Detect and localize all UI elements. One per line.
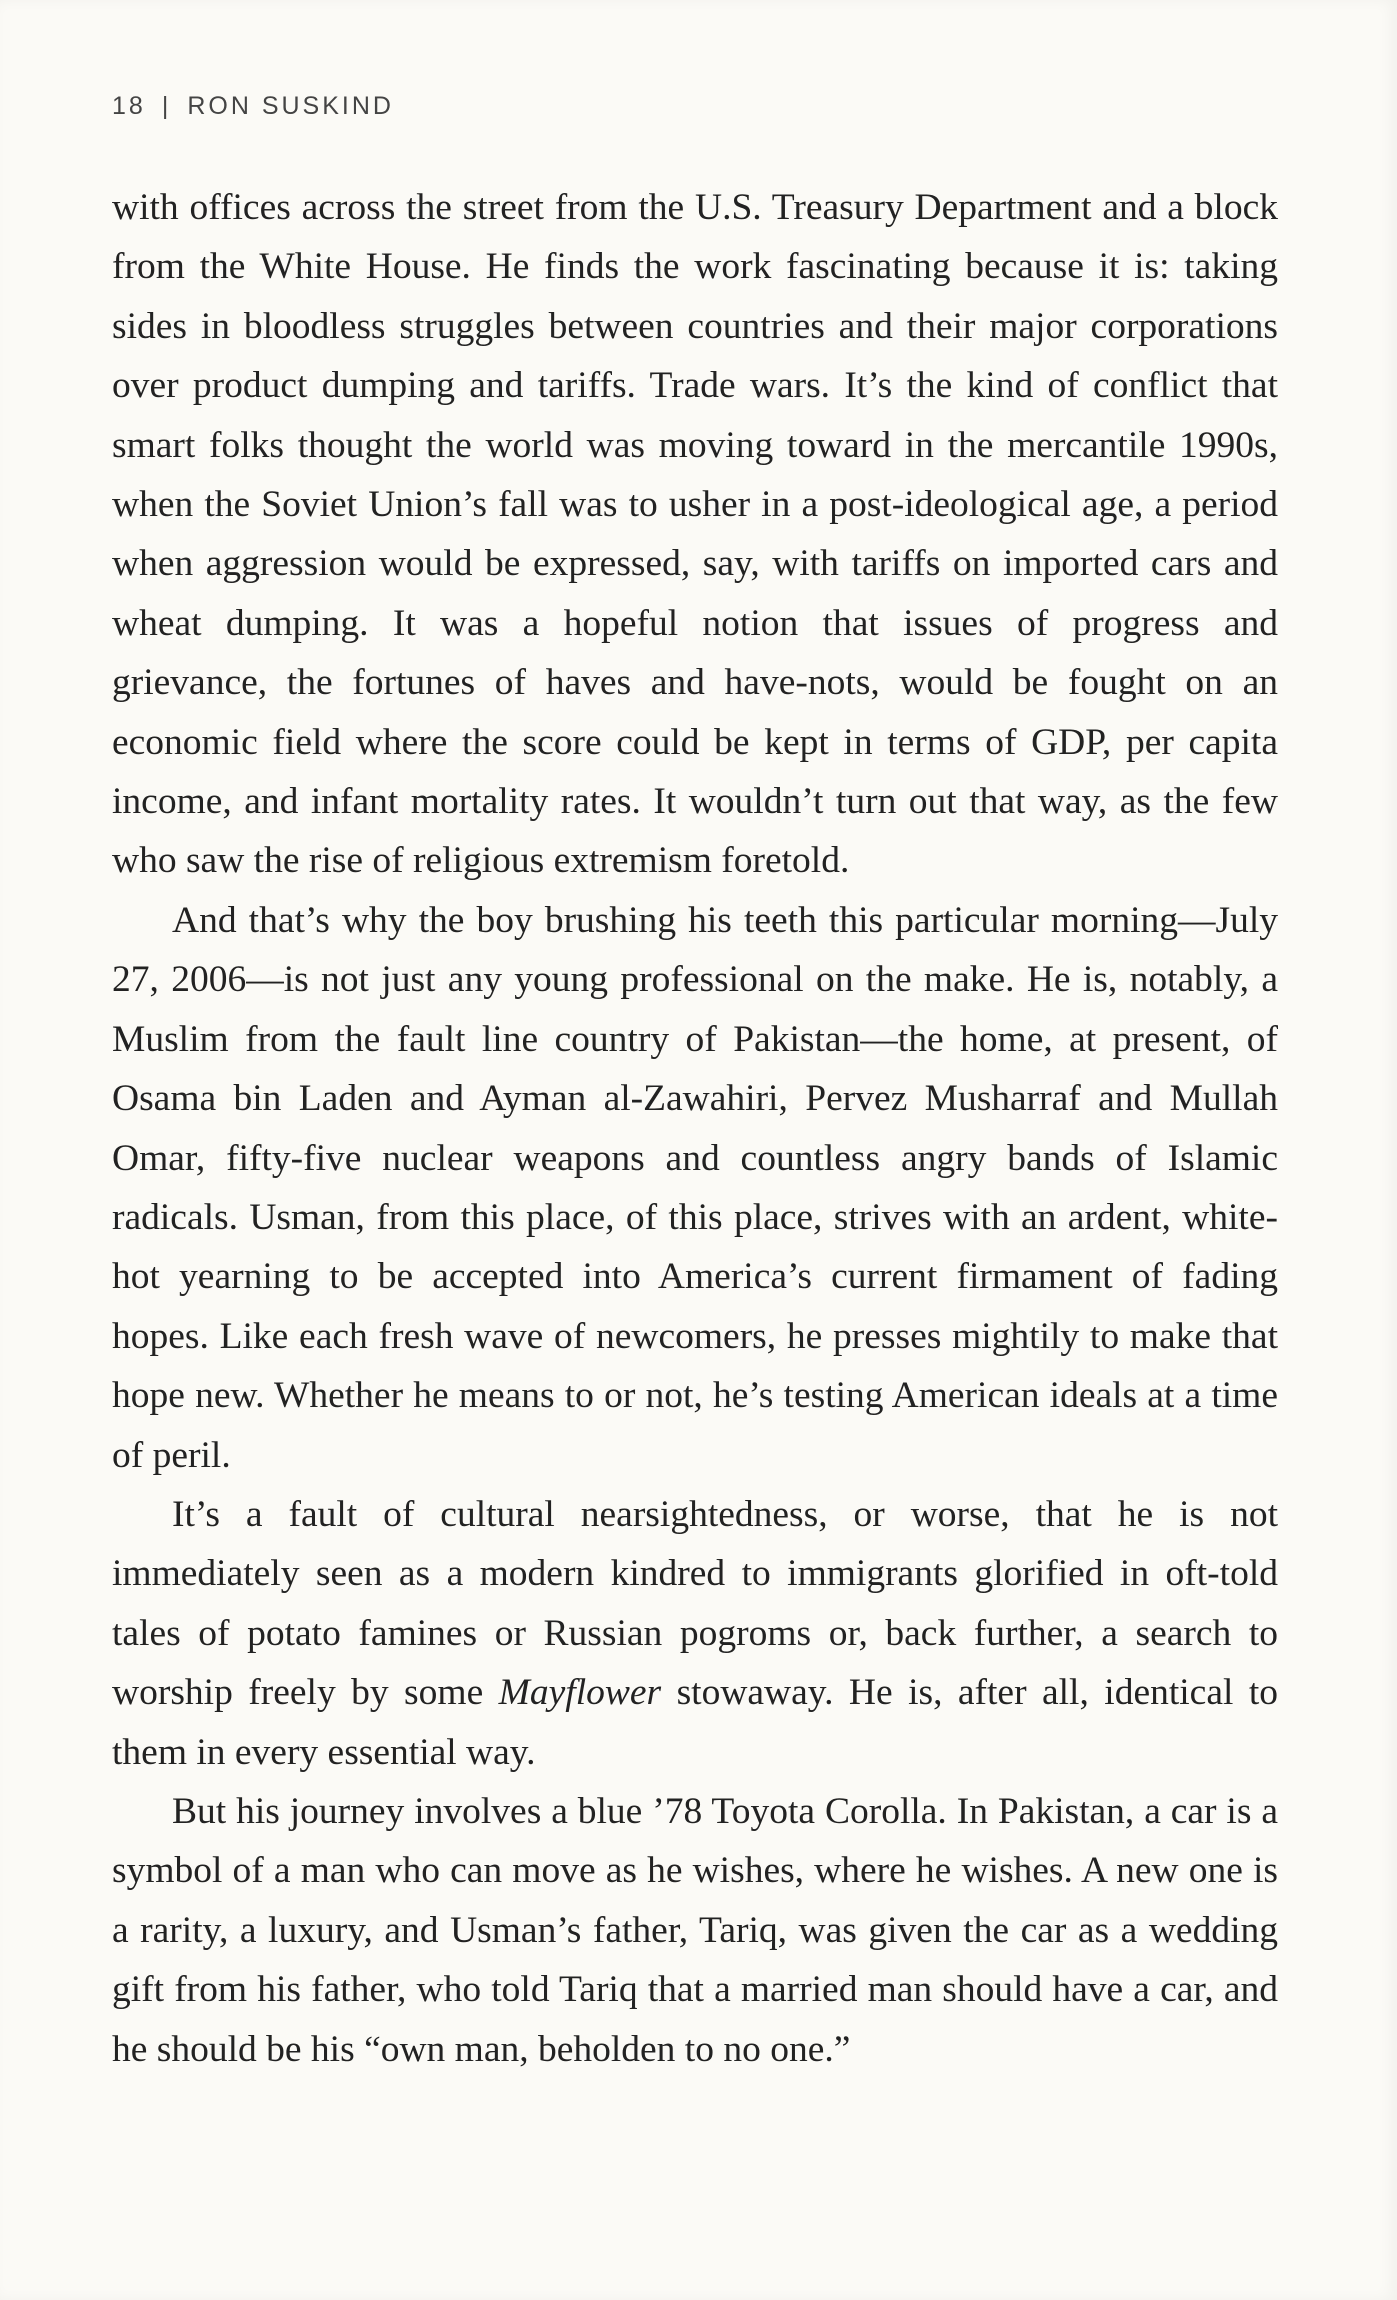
page-number: 18 (112, 92, 146, 120)
author-name: RON SUSKIND (187, 92, 394, 120)
paragraph-2: And that’s why the boy brushing his teeth this particular morning—July 27, 2006—is not just any young professional on the make. He is, notably, a Muslim from the fault line country of Pakistan—the home, at present, of Osama bin Laden and Ayman al-Zawahiri, Pervez Musharraf and Mullah Omar, fifty-five nuclear weapons and countless angry bands of Islamic radicals. Usman, from this place, of this place, strives with an ardent, white-hot yearning to be accepted into America’s current firmament of fading hopes. Like each fresh wave of newcomers, he presses mightily to make that hope new. Whether he means to or not, he’s testing American ideals at a time of peril. (112, 899, 1278, 1476)
ship-name-italic: Mayflower (498, 1672, 662, 1714)
paragraph-3-text-b: stowaway. He is, after all, identical to them in every essential way. (112, 1672, 1278, 1773)
paragraph-3 (112, 1485, 1278, 1782)
paragraph-1: with offices across the street from the U.S. Treasury Department and a block from the White House. He finds the work fascinating because it is: taking sides in bloodless struggles between countries and their major corporations over product dumping and tariffs. Trade wars. It’s the kind of conflict that smart folks thought the world was moving toward in the mercantile 1990s, when the Soviet Union’s fall was to usher in a post-ideological age, a period when aggression would be expressed, say, with tariffs on imported cars and wheat dumping. It was a hopeful notion that issues of progress and grievance, the fortunes of haves and have-nots, would be fought on an economic field where the score could be kept in terms of GDP, per capita income, and infant mortality rates. It wouldn’t turn out that way, as the few who saw the rise of religious extremism foretold. (112, 187, 1278, 882)
paragraph-3-text-a: It’s a fault of cultural nearsightedness, or worse, that he is not immediately seen as a modern kindred to immigrants glorified in oft-told tales of potato famines or Russian pogroms or, back further, a search to worship freely by some (112, 1493, 1278, 1714)
body-text (112, 178, 1278, 2079)
header-separator: | (161, 92, 172, 120)
paragraph-4: But his journey involves a blue ’78 Toyota Corolla. In Pakistan, a car is a symbol of a man who can move as he wishes, where he wishes. A new one is a rarity, a luxury, and Usman’s father, Tariq, was given the car as a wedding gift from his father, who told Tariq that a married man should have a car, and he should be his “own man, beholden to no one.” (112, 1790, 1278, 2070)
running-head (112, 92, 394, 121)
